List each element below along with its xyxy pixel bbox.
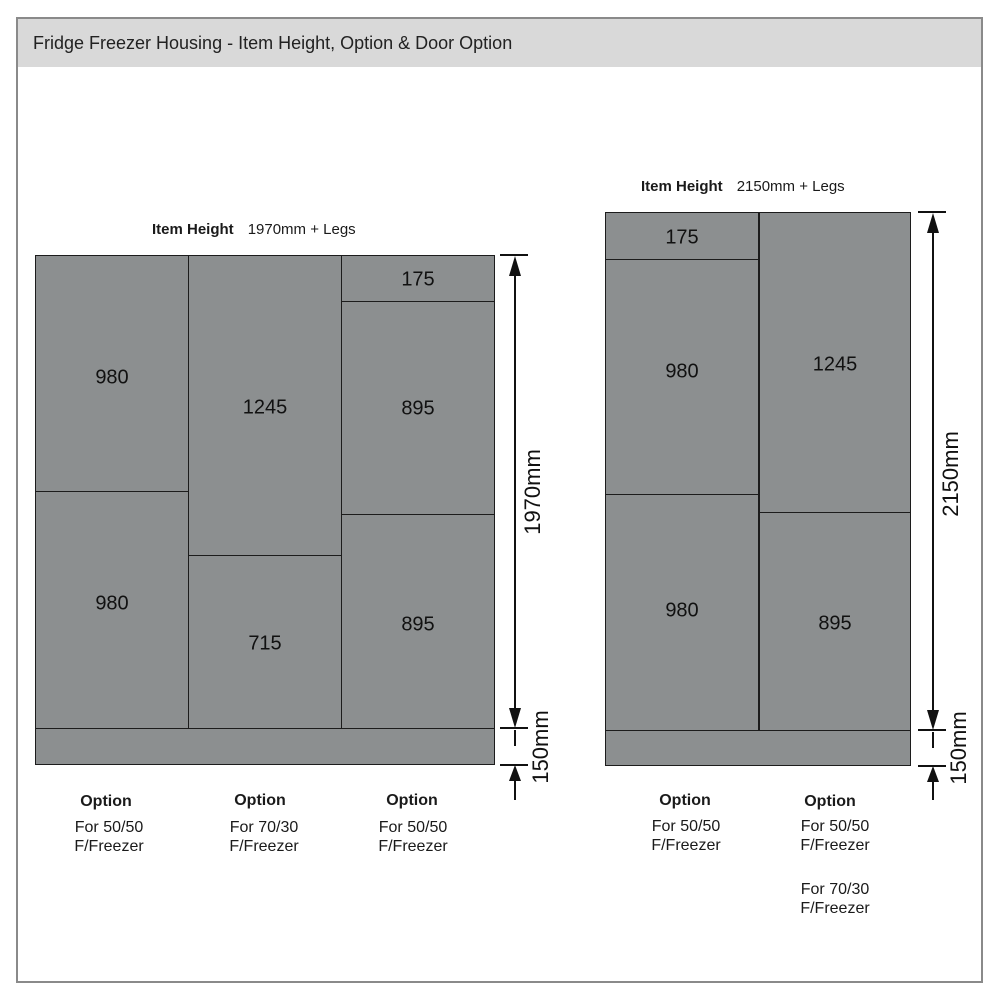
right-item-height-label: Item Height [641,178,723,195]
left-item-height-label: Item Height [152,221,234,238]
option-title: Option [659,792,711,809]
option-line: F/Freezer [229,838,299,855]
door-height-label: 980 [665,599,699,622]
left-plinth-dim-label: 150mm [528,710,553,784]
option-title: Option [386,792,438,809]
arrow-up-icon [509,765,521,781]
door-height-label: 895 [818,612,852,635]
right-item-height-value: 2150mm + Legs [736,178,845,195]
right-plinth-dim-label: 150mm [946,711,971,785]
door-height-label: 980 [665,360,699,383]
option-title: Option [234,792,286,809]
option-line: For 50/50 [800,818,870,835]
door-height-label: 175 [665,226,699,249]
left-item-height-value: 1970mm + Legs [247,221,356,238]
option-title: Option [804,793,856,810]
option-line: F/Freezer [651,837,721,854]
door-height-label: 895 [401,613,435,636]
arrow-up-icon [927,213,939,233]
left-height-dim-label: 1970mm [520,449,545,535]
door-height-label: 715 [248,632,282,655]
arrow-down-icon [509,708,521,728]
option-line: F/Freezer [74,838,144,855]
option-line: F/Freezer [800,900,870,917]
option-line: For 50/50 [651,818,721,835]
arrow-up-icon [509,256,521,276]
option-line: For 50/50 [378,819,448,836]
door-height-label: 980 [95,592,129,615]
option-line: F/Freezer [378,838,448,855]
door-height-label: 1245 [812,353,858,376]
page-title: Fridge Freezer Housing - Item Height, Option & Door Option [33,33,513,53]
option-line: For 70/30 [229,819,299,836]
option-line: For 70/30 [800,881,870,898]
option-line: F/Freezer [800,837,870,854]
arrow-down-icon [927,710,939,730]
option-line: For 50/50 [74,819,144,836]
option-title: Option [80,793,132,810]
door-height-label: 175 [401,268,435,291]
arrow-up-icon [927,766,939,782]
door-height-label: 980 [95,366,129,389]
right-height-dim-label: 2150mm [938,431,963,517]
door-height-label: 1245 [242,396,288,419]
door-height-label: 895 [401,397,435,420]
